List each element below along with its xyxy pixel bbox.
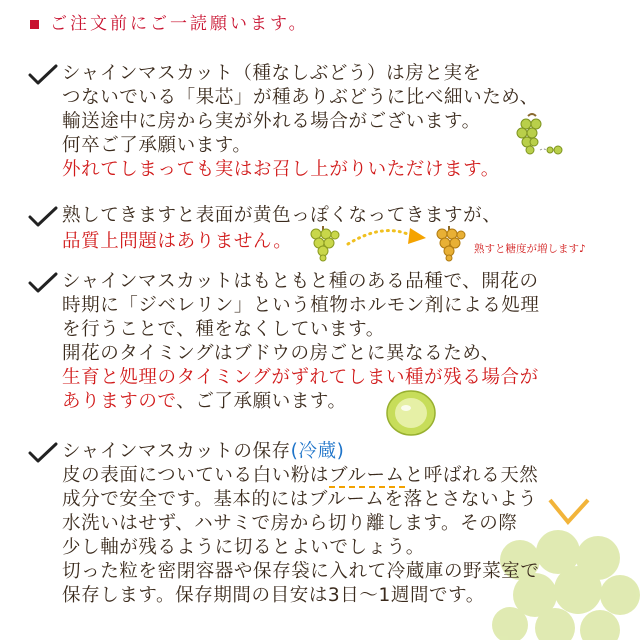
cut-grape-icon (384, 388, 438, 438)
yellow-grape-bunch-icon (432, 224, 468, 262)
section-line: ありますので、ご了承願います。 (62, 391, 347, 412)
grape-bunch-icon (306, 224, 342, 262)
checkmark-icon (28, 206, 58, 228)
checkmark-icon (28, 442, 58, 464)
section-seed-notice (0, 270, 640, 420)
grape-bunch-icon (508, 112, 568, 162)
section-line: 少し軸が残るように切るとよいでしょう。 (62, 537, 425, 558)
checkmark-icon (28, 64, 58, 86)
section-line-emphasis: 品質上問題はありません。 (62, 231, 293, 252)
section-line: シャインマスカット（種なしぶどう）は房と実を (62, 63, 482, 84)
bloom-term: ブルーム (329, 465, 405, 486)
section-line: 皮の表面についている白い粉はブルームと呼ばれる天然 (62, 465, 539, 486)
section-line: 水洗いはせず、ハサミで房から切り離します。その際 (62, 513, 518, 534)
section-line: 成分で安全です。基本的にはブルームを落とさないよう (62, 489, 538, 510)
section-line: 開花のタイミングはブドウの房ごとに異なるため、 (62, 343, 500, 364)
dotted-arrow-icon (346, 222, 428, 250)
section-line: 保存します。保存期間の目安は3日〜1週間です。 (62, 585, 485, 606)
notice-heading: ご注文前にご一読願います。 (50, 14, 309, 34)
section-line: 時期に「ジベレリン」という植物ホルモン剤による処理 (62, 295, 540, 316)
heading-marker (30, 20, 39, 29)
section-line: つないでいる「果芯」が種ありぶどうに比べ細いため、 (62, 87, 539, 108)
section-line: を行うことで、種をなくしています。 (62, 319, 385, 340)
storage-title: シャインマスカットの保存(冷蔵) (62, 441, 345, 462)
section-line: 熟してきますと表面が黄色っぽくなってきますが、 (62, 205, 502, 226)
section-line: 輸送途中に房から実が外れる場合がございます。 (62, 111, 481, 132)
checkmark-icon (28, 272, 58, 294)
section-line: シャインマスカットはもともと種のある品種で、開花の (62, 271, 539, 292)
sweetness-note: 熟すと糖度が増します♪ (474, 243, 586, 255)
section-line: 切った粒を密閉容器や保存袋に入れて冷蔵庫の野菜室で (62, 561, 540, 582)
section-storage-notice (0, 440, 640, 610)
section-line-emphasis: 生育と処理のタイミングがずれてしまい種が残る場合が (62, 367, 539, 388)
section-line-emphasis: 外れてしまっても実はお召し上がりいただけます。 (62, 159, 500, 180)
section-line: 何卒ご了承願います。 (62, 135, 252, 156)
